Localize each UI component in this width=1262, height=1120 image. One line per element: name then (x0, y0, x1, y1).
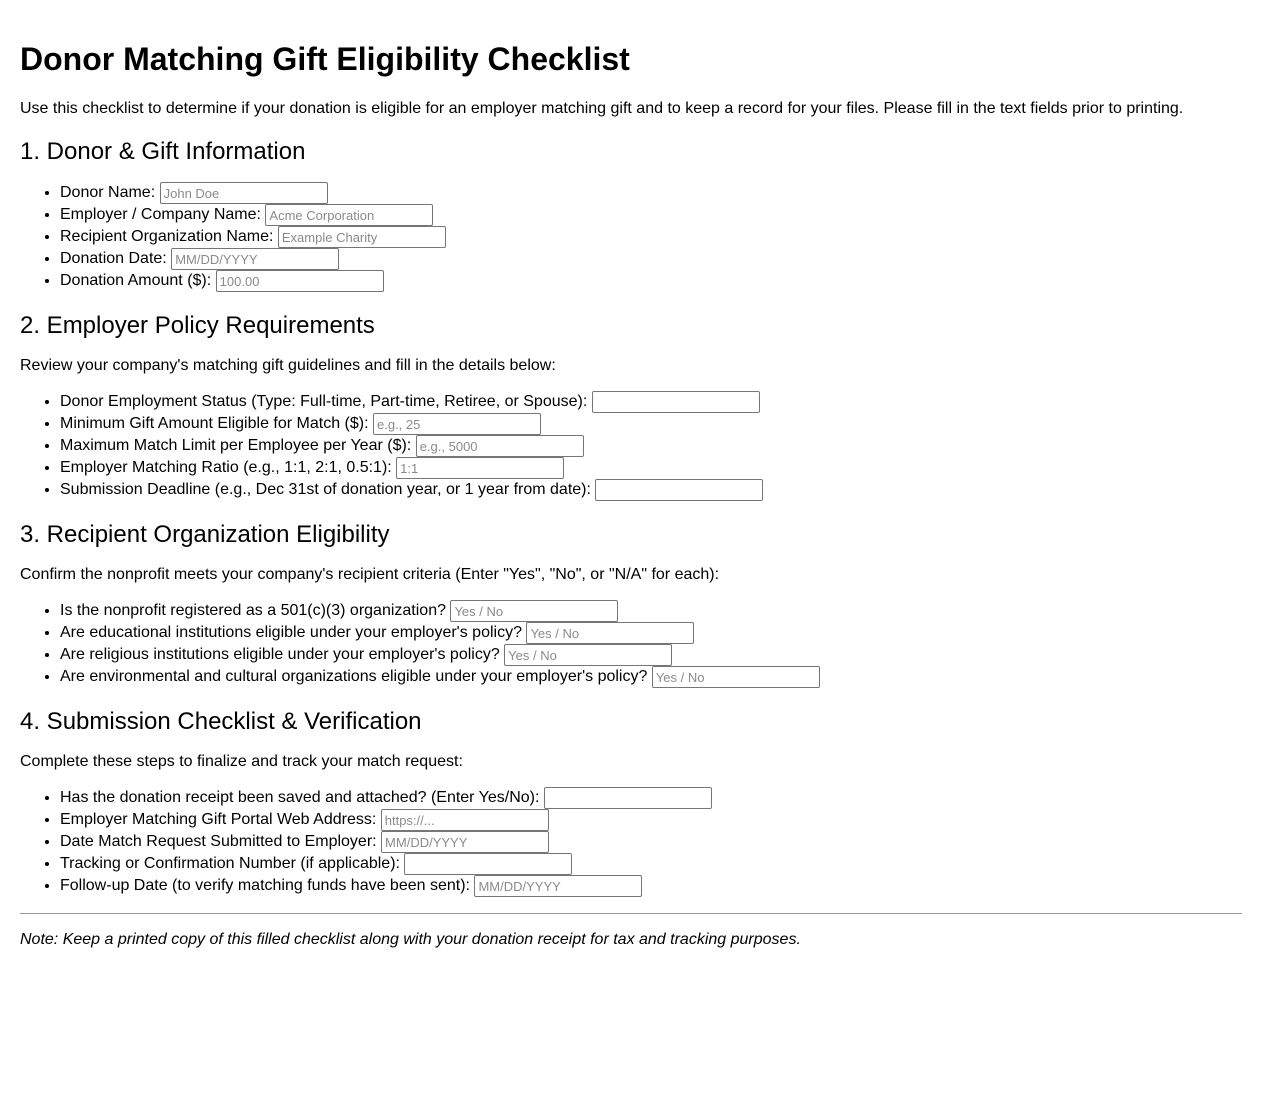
field-label: Submission Deadline (e.g., Dec 31st of donation year, or 1 year from date): (60, 481, 591, 498)
registered-501c3-input[interactable] (450, 600, 618, 622)
field-label: Tracking or Confirmation Number (if applicable): (60, 855, 400, 872)
field-label: Donation Date: (60, 250, 167, 267)
recipient-org-input[interactable] (278, 226, 446, 248)
donation-date-input[interactable] (171, 248, 339, 270)
field-label: Minimum Gift Amount Eligible for Match ($): (60, 415, 369, 432)
follow-up-date-input[interactable] (474, 875, 642, 897)
section-description: Confirm the nonprofit meets your company's recipient criteria (Enter "Yes", "No", or "N/A" for each): (20, 566, 720, 583)
environmental-cultural-eligible-input[interactable] (652, 666, 820, 688)
section-heading-recipient-eligibility: 3. Recipient Organization Eligibility (20, 521, 390, 548)
employer-policy-list (20, 391, 1242, 501)
list-item (60, 204, 1242, 226)
list-item (60, 413, 1242, 435)
field-label: Are environmental and cultural organizations eligible under your employer's policy? (60, 668, 648, 685)
employment-status-input[interactable] (592, 391, 760, 413)
field-label: Are educational institutions eligible under your employer's policy? (60, 624, 522, 641)
list-item (60, 831, 1242, 853)
section-description: Review your company's matching gift guidelines and fill in the details below: (20, 357, 556, 374)
religious-eligible-input[interactable] (504, 644, 672, 666)
list-item (60, 435, 1242, 457)
list-item (60, 875, 1242, 897)
field-label: Maximum Match Limit per Employee per Year ($): (60, 437, 412, 454)
list-item (60, 809, 1242, 831)
list-item (60, 226, 1242, 248)
submission-deadline-input[interactable] (595, 479, 763, 501)
page-title: Donor Matching Gift Eligibility Checklist (20, 41, 630, 77)
receipt-attached-input[interactable] (544, 787, 712, 809)
field-label: Is the nonprofit registered as a 501(c)(3) organization? (60, 602, 446, 619)
list-item (60, 787, 1242, 809)
minimum-gift-input[interactable] (373, 413, 541, 435)
field-label: Has the donation receipt been saved and attached? (Enter Yes/No): (60, 789, 540, 806)
field-label: Employer Matching Gift Portal Web Address: (60, 811, 377, 828)
list-item (60, 666, 1242, 688)
field-label: Are religious institutions eligible under your employer's policy? (60, 646, 500, 663)
list-item (60, 270, 1242, 292)
field-label: Recipient Organization Name: (60, 228, 274, 245)
educational-eligible-input[interactable] (526, 622, 694, 644)
matching-ratio-input[interactable] (396, 457, 564, 479)
divider (20, 913, 1242, 914)
list-item (60, 457, 1242, 479)
date-submitted-input[interactable] (381, 831, 549, 853)
list-item (60, 479, 1242, 501)
section-description: Complete these steps to finalize and track your match request: (20, 753, 463, 770)
intro-text: Use this checklist to determine if your donation is eligible for an employer matching gift and to keep a record for your files. Please fill in the text fields prior to printing. (20, 100, 1184, 117)
list-item (60, 600, 1242, 622)
list-item (60, 391, 1242, 413)
tracking-number-input[interactable] (404, 853, 572, 875)
field-label: Employer Matching Ratio (e.g., 1:1, 2:1, 0.5:1): (60, 459, 392, 476)
field-label: Donation Amount ($): (60, 272, 212, 289)
recipient-eligibility-list (20, 600, 1242, 688)
field-label: Donor Name: (60, 184, 156, 201)
donor-name-input[interactable] (160, 182, 328, 204)
portal-web-address-input[interactable] (381, 809, 549, 831)
section-heading-employer-policy: 2. Employer Policy Requirements (20, 312, 375, 339)
list-item (60, 248, 1242, 270)
list-item (60, 853, 1242, 875)
footer-note: Note: Keep a printed copy of this filled checklist along with your donation receipt for tax and tracking purposes. (20, 931, 801, 948)
submission-checklist-list (20, 787, 1242, 897)
list-item (60, 644, 1242, 666)
donation-amount-input[interactable] (216, 270, 384, 292)
section-heading-donor-gift: 1. Donor & Gift Information (20, 138, 306, 165)
field-label: Donor Employment Status (Type: Full-time, Part-time, Retiree, or Spouse): (60, 393, 588, 410)
list-item (60, 622, 1242, 644)
maximum-match-input[interactable] (416, 435, 584, 457)
field-label: Date Match Request Submitted to Employer: (60, 833, 377, 850)
field-label: Employer / Company Name: (60, 206, 261, 223)
section-heading-submission-checklist: 4. Submission Checklist & Verification (20, 708, 422, 735)
field-label: Follow-up Date (to verify matching funds have been sent): (60, 877, 470, 894)
employer-name-input[interactable] (265, 204, 433, 226)
donor-gift-list (20, 182, 1242, 292)
list-item (60, 182, 1242, 204)
